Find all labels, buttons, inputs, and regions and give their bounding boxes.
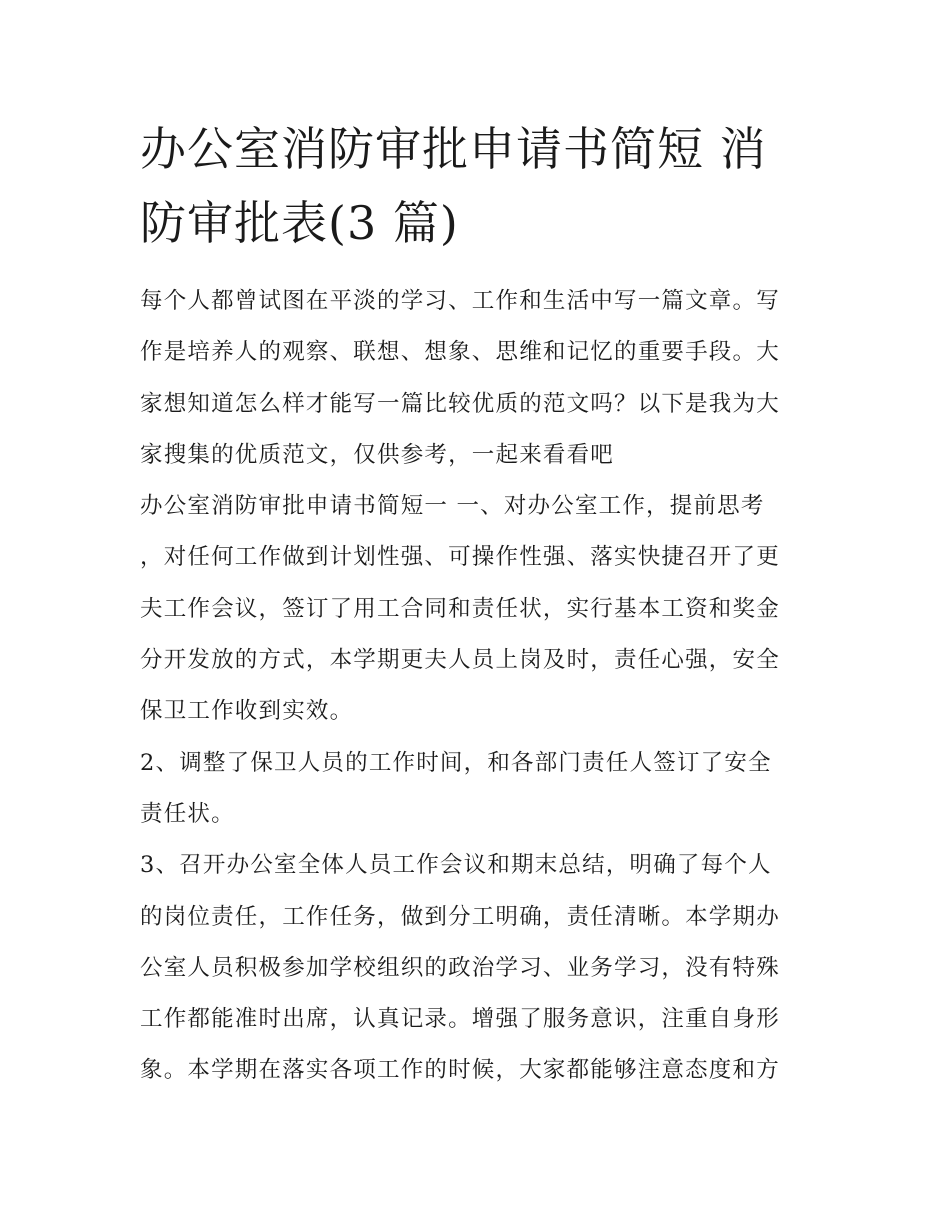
body-line: 3、召开办公室全体人员工作会议和期末总结，明确了每个人 <box>140 852 772 879</box>
title-line: 办公室消防审批申请书简短 消 <box>140 122 767 176</box>
body-line: 的岗位责任，工作任务，做到分工明确，责任清晰。本学期办 <box>140 903 780 930</box>
body-line: 象。本学期在落实各项工作的时候，大家都能够注意态度和方 <box>140 1057 780 1084</box>
body-line: 办公室消防审批申请书简短一 一、对办公室工作，提前思考 <box>140 493 765 520</box>
body-line: 作是培养人的观察、联想、想象、思维和记忆的重要手段。大 <box>140 339 780 366</box>
document-body <box>140 276 820 1097</box>
body-line: 2、调整了保卫人员的工作时间，和各部门责任人签订了安全 <box>140 749 772 776</box>
body-line: 家想知道怎么样才能写一篇比较优质的范文吗？以下是我为大 <box>140 390 780 417</box>
body-line: 责任状。 <box>140 800 235 827</box>
body-line: 每个人都曾试图在平淡的学习、工作和生活中写一篇文章。写 <box>140 288 780 314</box>
body-line: 夫工作会议，签订了用工合同和责任状，实行基本工资和奖金 <box>140 595 780 622</box>
body-line: 工作都能准时出席，认真记录。增强了服务意识，注重自身形 <box>140 1006 780 1033</box>
body-line: ，对任何工作做到计划性强、可操作性强、落实快捷召开了更 <box>140 544 780 571</box>
body-line: 家搜集的优质范文，仅供参考，一起来看看吧 <box>140 441 615 468</box>
body-line: 保卫工作收到实效。 <box>140 698 354 725</box>
body-line: 公室人员积极参加学校组织的政治学习、业务学习，没有特殊 <box>140 954 780 981</box>
document-title <box>140 112 820 260</box>
body-line: 分开发放的方式，本学期更夫人员上岗及时，责任心强，安全 <box>140 647 780 674</box>
title-line: 防审批表(3 篇) <box>140 196 459 250</box>
